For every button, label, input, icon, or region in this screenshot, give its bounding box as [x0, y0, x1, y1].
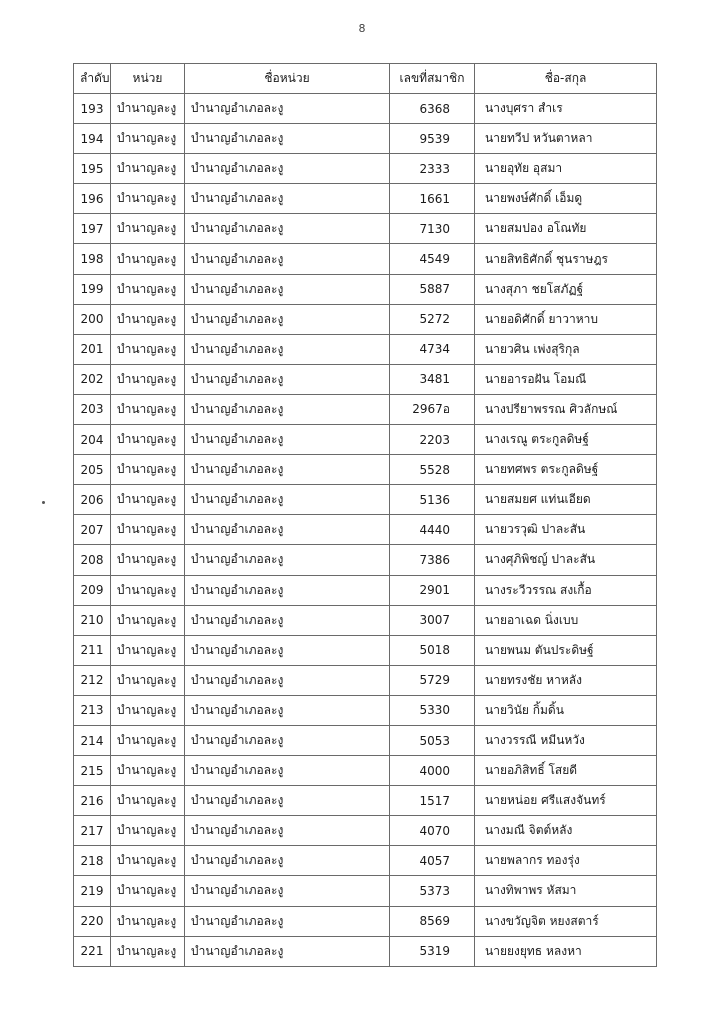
cell-member-number: 5053 [390, 725, 475, 755]
cell-unit-name: บำนาญอำเภอละงู [185, 756, 390, 786]
table-row [74, 364, 657, 394]
cell-order: 195 [74, 154, 111, 184]
cell-member-number: 4057 [390, 846, 475, 876]
cell-full-name: นายหน่อย ศรีแสงจันทร์ [475, 786, 657, 816]
cell-order: 210 [74, 605, 111, 635]
cell-unit-name: บำนาญอำเภอละงู [185, 605, 390, 635]
cell-order: 213 [74, 695, 111, 725]
cell-unit: บำนาญละงู [111, 876, 185, 906]
cell-unit-name: บำนาญอำเภอละงู [185, 364, 390, 394]
table-row [74, 455, 657, 485]
cell-order: 198 [74, 244, 111, 274]
cell-unit: บำนาญละงู [111, 605, 185, 635]
cell-order: 212 [74, 665, 111, 695]
cell-unit: บำนาญละงู [111, 244, 185, 274]
cell-unit-name: บำนาญอำเภอละงู [185, 184, 390, 214]
cell-unit: บำนาญละงู [111, 184, 185, 214]
table-header-row [74, 64, 657, 94]
cell-full-name: นางปรียาพรรณ ศิวลักษณ์ [475, 394, 657, 424]
cell-member-number: 4440 [390, 515, 475, 545]
cell-member-number: 2333 [390, 154, 475, 184]
cell-full-name: นางขวัญจิต หยงสตาร์ [475, 906, 657, 936]
cell-unit: บำนาญละงู [111, 364, 185, 394]
cell-unit: บำนาญละงู [111, 575, 185, 605]
cell-unit: บำนาญละงู [111, 455, 185, 485]
table-row [74, 124, 657, 154]
cell-member-number: 1661 [390, 184, 475, 214]
cell-unit-name: บำนาญอำเภอละงู [185, 876, 390, 906]
cell-member-number: 7386 [390, 545, 475, 575]
cell-full-name: นางทิพาพร หัสมา [475, 876, 657, 906]
cell-unit: บำนาญละงู [111, 756, 185, 786]
cell-unit-name: บำนาญอำเภอละงู [185, 725, 390, 755]
cell-member-number: 5373 [390, 876, 475, 906]
table-row [74, 545, 657, 575]
cell-unit-name: บำนาญอำเภอละงู [185, 936, 390, 966]
cell-full-name: นางสุภา ชยโสภัฏฐ์ [475, 274, 657, 304]
page-number: 8 [358, 22, 366, 35]
cell-unit-name: บำนาญอำเภอละงู [185, 786, 390, 816]
cell-member-number: 2203 [390, 425, 475, 455]
cell-member-number: 4000 [390, 756, 475, 786]
cell-full-name: นายอาเฉด นิ่งเบบ [475, 605, 657, 635]
cell-order: 214 [74, 725, 111, 755]
table-row [74, 184, 657, 214]
table-row [74, 154, 657, 184]
cell-order: 208 [74, 545, 111, 575]
cell-full-name: นายทศพร ตระกูลดิษฐ์ [475, 455, 657, 485]
cell-unit: บำนาญละงู [111, 515, 185, 545]
cell-member-number: 5887 [390, 274, 475, 304]
cell-full-name: นางระวีวรรณ สงเกื้อ [475, 575, 657, 605]
cell-unit: บำนาญละงู [111, 816, 185, 846]
cell-unit: บำนาญละงู [111, 274, 185, 304]
cell-unit-name: บำนาญอำเภอละงู [185, 906, 390, 936]
cell-member-number: 8569 [390, 906, 475, 936]
cell-member-number: 5319 [390, 936, 475, 966]
cell-order: 218 [74, 846, 111, 876]
cell-unit: บำนาญละงู [111, 846, 185, 876]
cell-unit: บำนาญละงู [111, 425, 185, 455]
cell-full-name: นายอุทัย อุสมา [475, 154, 657, 184]
cell-unit: บำนาญละงู [111, 154, 185, 184]
table-row [74, 695, 657, 725]
cell-order: 211 [74, 635, 111, 665]
cell-full-name: นายสมปอง อโณทัย [475, 214, 657, 244]
table-row [74, 214, 657, 244]
table-row [74, 665, 657, 695]
cell-order: 215 [74, 756, 111, 786]
cell-order: 217 [74, 816, 111, 846]
cell-order: 202 [74, 364, 111, 394]
cell-full-name: นายอภิสิทธิ์ โสยดี [475, 756, 657, 786]
cell-unit-name: บำนาญอำเภอละงู [185, 455, 390, 485]
cell-unit: บำนาญละงู [111, 635, 185, 665]
cell-member-number: 5330 [390, 695, 475, 725]
member-table [73, 63, 657, 967]
cell-unit-name: บำนาญอำเภอละงู [185, 274, 390, 304]
table-row [74, 485, 657, 515]
cell-unit-name: บำนาญอำเภอละงู [185, 575, 390, 605]
cell-member-number: 4549 [390, 244, 475, 274]
header-unit-name: ชื่อหน่วย [185, 64, 390, 94]
table-row [74, 274, 657, 304]
cell-full-name: นายอารอฝัน โอมณี [475, 364, 657, 394]
cell-full-name: นายยงยุทธ หลงหา [475, 936, 657, 966]
cell-full-name: นางวรรณี หมีนหวัง [475, 725, 657, 755]
table-row [74, 876, 657, 906]
cell-unit: บำนาญละงู [111, 786, 185, 816]
cell-member-number: 4070 [390, 816, 475, 846]
cell-unit: บำนาญละงู [111, 124, 185, 154]
table-row [74, 725, 657, 755]
cell-full-name: นางมณี จิตต์หลัง [475, 816, 657, 846]
table-row [74, 304, 657, 334]
scan-artifact-dot [42, 501, 45, 504]
cell-unit-name: บำนาญอำเภอละงู [185, 394, 390, 424]
cell-order: 201 [74, 334, 111, 364]
cell-unit-name: บำนาญอำเภอละงู [185, 154, 390, 184]
cell-unit-name: บำนาญอำเภอละงู [185, 846, 390, 876]
cell-member-number: 5528 [390, 455, 475, 485]
cell-member-number: 5136 [390, 485, 475, 515]
cell-order: 203 [74, 394, 111, 424]
cell-order: 200 [74, 304, 111, 334]
header-full-name: ชื่อ-สกุล [475, 64, 657, 94]
cell-full-name: นายพนม ตันประดิษฐ์ [475, 635, 657, 665]
table-row [74, 756, 657, 786]
header-member-number: เลขที่สมาชิก [390, 64, 475, 94]
cell-unit: บำนาญละงู [111, 485, 185, 515]
cell-member-number: 5018 [390, 635, 475, 665]
cell-member-number: 9539 [390, 124, 475, 154]
cell-unit-name: บำนาญอำเภอละงู [185, 816, 390, 846]
cell-full-name: นายวศิน เพ่งสุริกุล [475, 334, 657, 364]
cell-member-number: 7130 [390, 214, 475, 244]
table-row [74, 605, 657, 635]
cell-full-name: นายวินัย กิ้มดิ้น [475, 695, 657, 725]
table-row [74, 394, 657, 424]
cell-unit-name: บำนาญอำเภอละงู [185, 124, 390, 154]
cell-member-number: 5729 [390, 665, 475, 695]
table-row [74, 906, 657, 936]
cell-member-number: 6368 [390, 94, 475, 124]
header-unit: หน่วย [111, 64, 185, 94]
table-row [74, 94, 657, 124]
cell-unit-name: บำนาญอำเภอละงู [185, 244, 390, 274]
table-row [74, 786, 657, 816]
cell-unit-name: บำนาญอำเภอละงู [185, 545, 390, 575]
cell-full-name: นายวรวุฒิ ปาละสัน [475, 515, 657, 545]
cell-unit-name: บำนาญอำเภอละงู [185, 665, 390, 695]
cell-unit: บำนาญละงู [111, 304, 185, 334]
cell-member-number: 5272 [390, 304, 475, 334]
cell-full-name: นางบุศรา สำเร [475, 94, 657, 124]
cell-unit-name: บำนาญอำเภอละงู [185, 214, 390, 244]
table-row [74, 244, 657, 274]
cell-unit-name: บำนาญอำเภอละงู [185, 304, 390, 334]
table-row [74, 846, 657, 876]
cell-unit: บำนาญละงู [111, 394, 185, 424]
cell-unit: บำนาญละงู [111, 94, 185, 124]
table-row [74, 936, 657, 966]
table-row [74, 334, 657, 364]
cell-unit: บำนาญละงู [111, 214, 185, 244]
table-row [74, 816, 657, 846]
cell-unit: บำนาญละงู [111, 906, 185, 936]
table-body [74, 94, 657, 967]
cell-unit-name: บำนาญอำเภอละงู [185, 334, 390, 364]
table-row [74, 575, 657, 605]
cell-full-name: นายสมยศ แท่นเอียด [475, 485, 657, 515]
cell-member-number: 1517 [390, 786, 475, 816]
cell-full-name: นายพลากร ทองรุ่ง [475, 846, 657, 876]
cell-order: 194 [74, 124, 111, 154]
table-row [74, 635, 657, 665]
cell-full-name: นายพงษ์ศักดิ์ เอ็มดู [475, 184, 657, 214]
cell-unit: บำนาญละงู [111, 725, 185, 755]
table-row [74, 515, 657, 545]
cell-full-name: นายทรงชัย หาหลัง [475, 665, 657, 695]
cell-order: 219 [74, 876, 111, 906]
cell-order: 204 [74, 425, 111, 455]
cell-full-name: นายอดิศักดิ์ ยาวาหาบ [475, 304, 657, 334]
cell-order: 196 [74, 184, 111, 214]
cell-order: 216 [74, 786, 111, 816]
cell-unit-name: บำนาญอำเภอละงู [185, 635, 390, 665]
cell-member-number: 2967อ [390, 394, 475, 424]
cell-member-number: 4734 [390, 334, 475, 364]
cell-order: 207 [74, 515, 111, 545]
table-row [74, 425, 657, 455]
cell-unit: บำนาญละงู [111, 936, 185, 966]
cell-full-name: นางศุภิพิชญ์ ปาละสัน [475, 545, 657, 575]
cell-order: 197 [74, 214, 111, 244]
cell-unit: บำนาญละงู [111, 695, 185, 725]
cell-order: 220 [74, 906, 111, 936]
cell-full-name: นางเรณู ตระกูลดิษฐ์ [475, 425, 657, 455]
cell-unit-name: บำนาญอำเภอละงู [185, 515, 390, 545]
cell-unit-name: บำนาญอำเภอละงู [185, 695, 390, 725]
cell-member-number: 2901 [390, 575, 475, 605]
header-order: ลำดับ [74, 64, 111, 94]
cell-unit: บำนาญละงู [111, 665, 185, 695]
cell-unit-name: บำนาญอำเภอละงู [185, 425, 390, 455]
cell-full-name: นายทวีป หวันตาหลา [475, 124, 657, 154]
cell-unit: บำนาญละงู [111, 545, 185, 575]
cell-order: 221 [74, 936, 111, 966]
cell-order: 199 [74, 274, 111, 304]
cell-member-number: 3481 [390, 364, 475, 394]
cell-order: 193 [74, 94, 111, 124]
cell-full-name: นายสิทธิศักดิ์ ชุนราษฎร [475, 244, 657, 274]
cell-unit-name: บำนาญอำเภอละงู [185, 94, 390, 124]
cell-unit: บำนาญละงู [111, 334, 185, 364]
cell-order: 205 [74, 455, 111, 485]
cell-order: 209 [74, 575, 111, 605]
cell-unit-name: บำนาญอำเภอละงู [185, 485, 390, 515]
cell-order: 206 [74, 485, 111, 515]
cell-member-number: 3007 [390, 605, 475, 635]
